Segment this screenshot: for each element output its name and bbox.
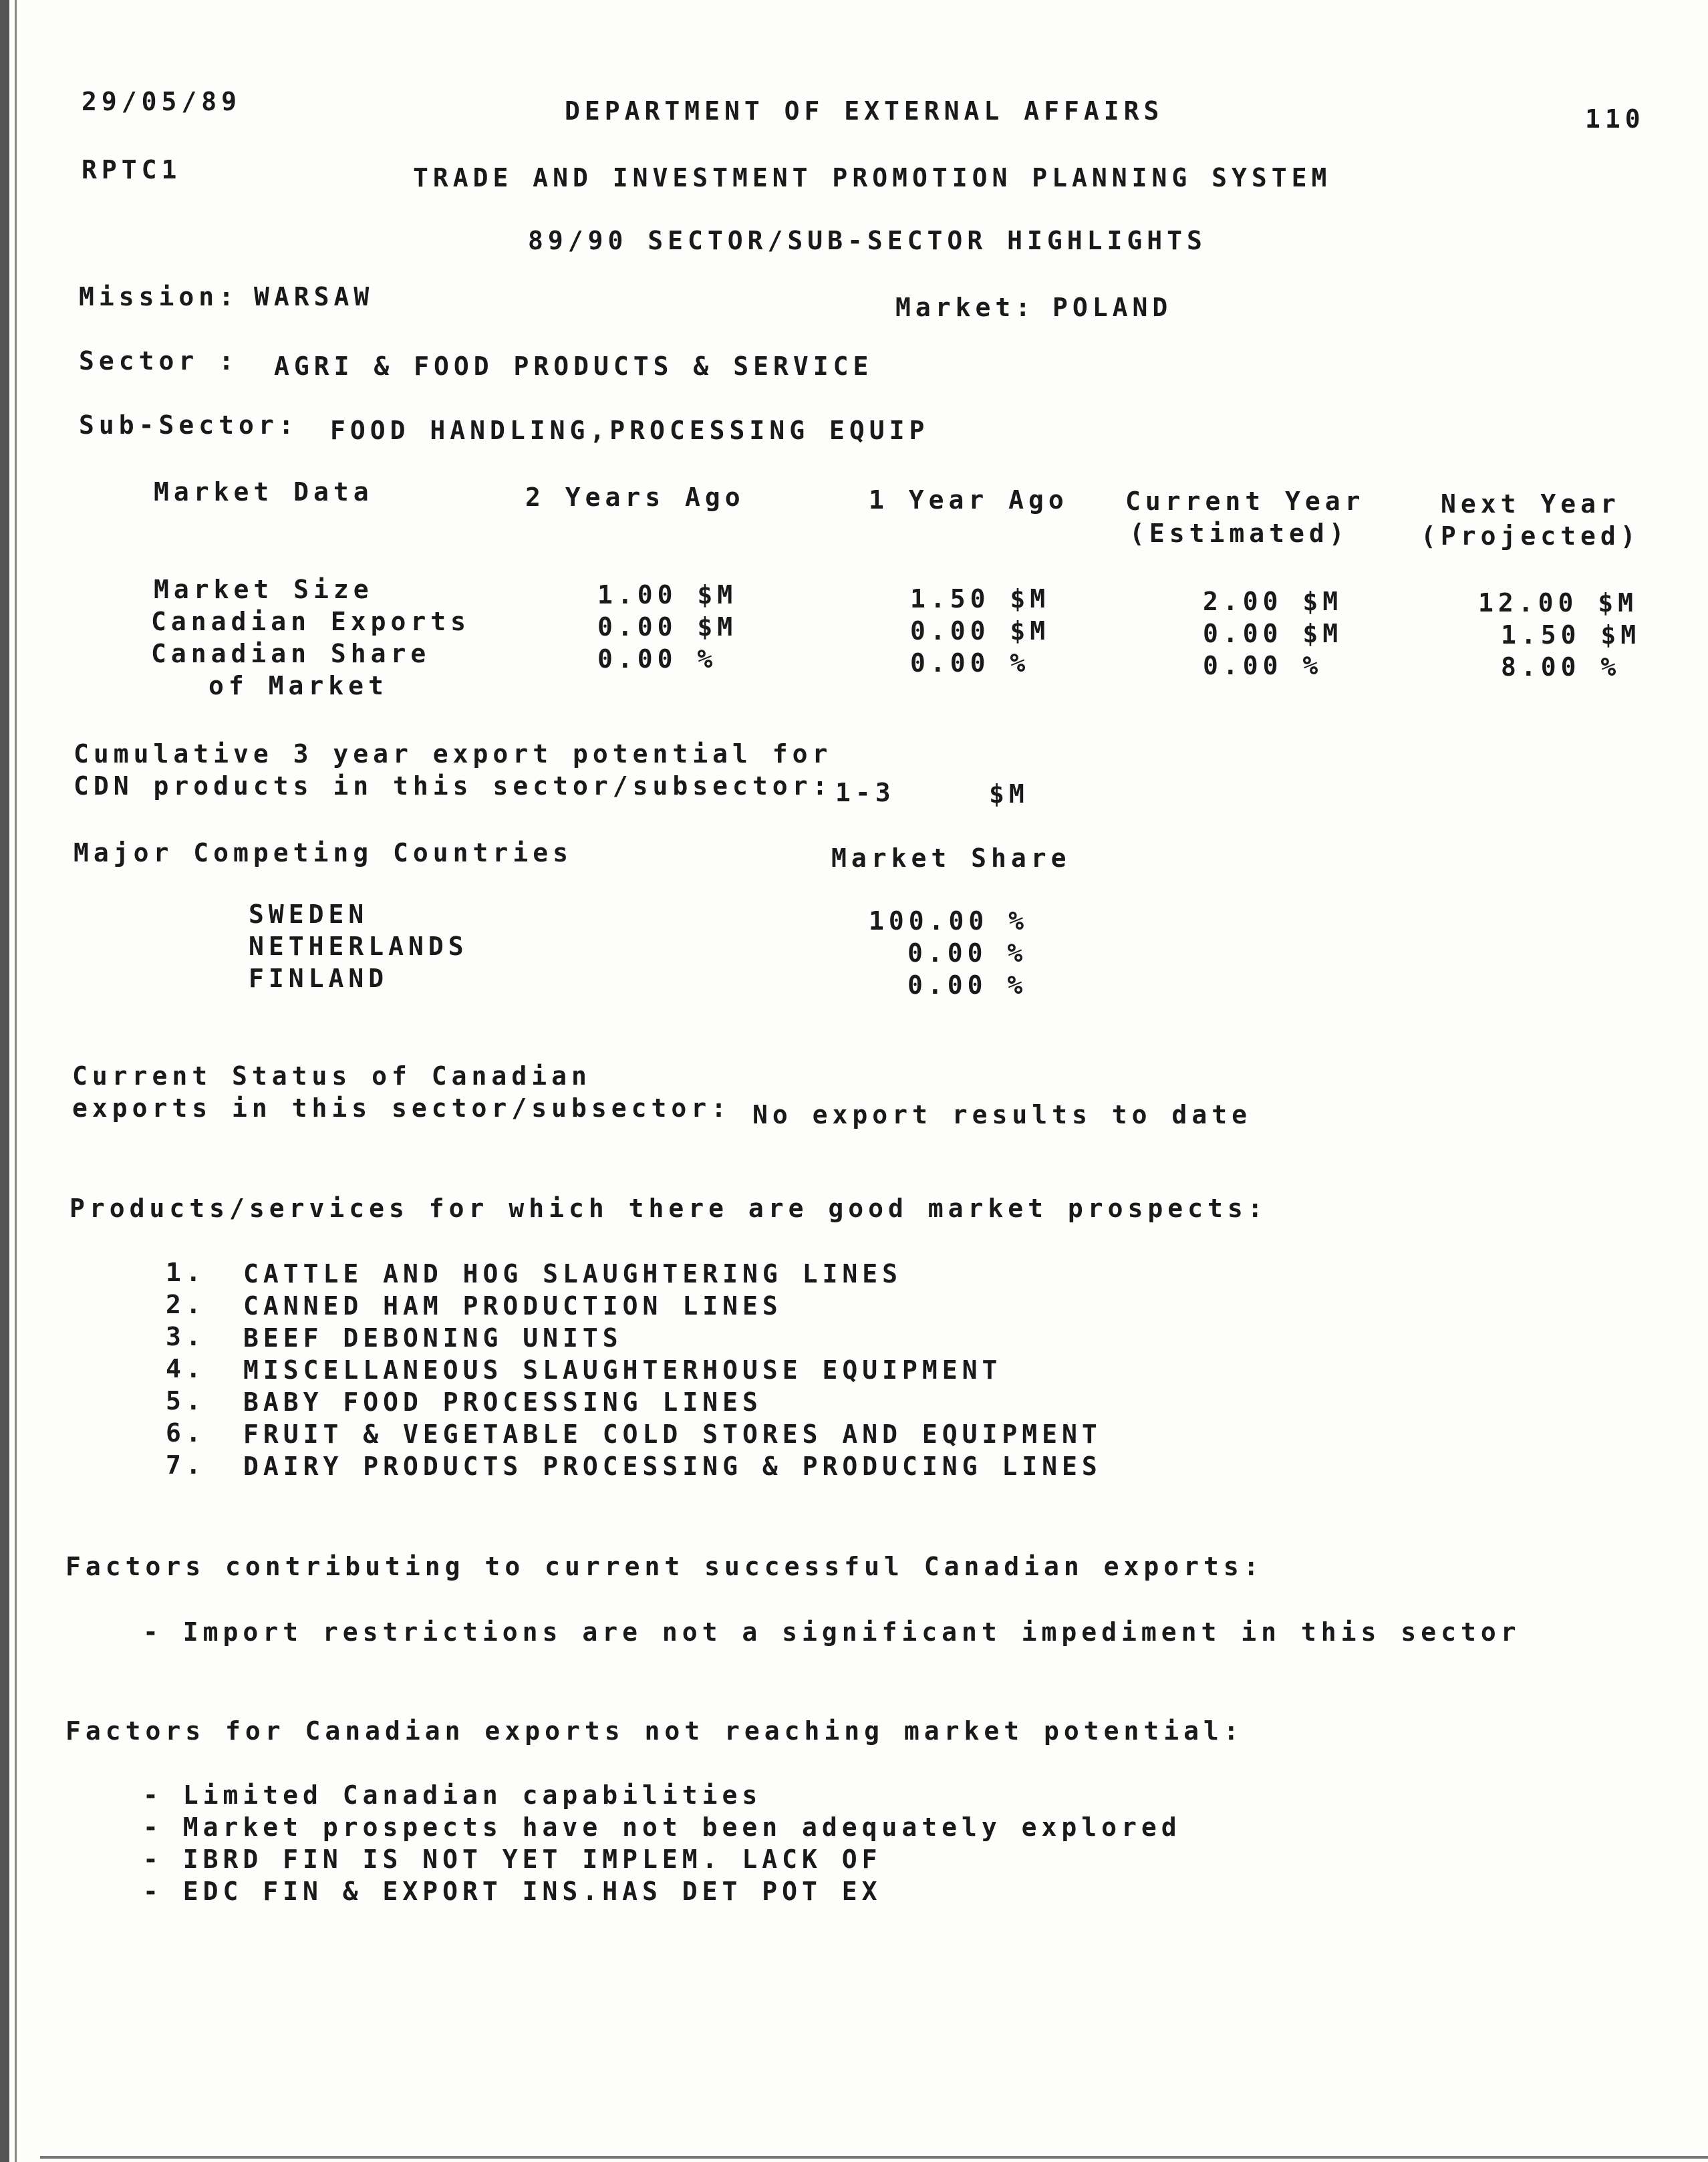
factors-not-item-4: - EDC FIN & EXPORT INS.HAS DET POT EX [143, 1877, 882, 1906]
competitors-share-label: Market Share [831, 843, 1071, 873]
factors-success-item-1: - Import restrictions are not a significant impediment in this sector [143, 1617, 1521, 1647]
prospect-num-5: 5. [166, 1386, 206, 1415]
factors-success-heading: Factors contributing to current successful Canadian exports: [65, 1552, 1264, 1581]
row-label-canadian-share: Canadian Share [151, 639, 431, 668]
status-line-1: Current Status of Canadian [72, 1061, 591, 1091]
row-label-market-size: Market Size [154, 575, 374, 604]
report-code: RPTC1 [82, 155, 182, 184]
cumulative-unit: $M [989, 779, 1029, 809]
market-label: Market: [895, 293, 1036, 322]
status-value: No export results to date [752, 1100, 1252, 1129]
mission-value: WARSAW [254, 282, 374, 311]
factors-not-item-2: - Market prospects have not been adequately explored [143, 1812, 1181, 1842]
column-next-year-sub: (Projected) [1421, 521, 1641, 551]
cell-exports-current: 0.00 $M [1203, 619, 1343, 648]
market-value: POLAND [1052, 293, 1173, 322]
competitor-country-3: FINLAND [249, 964, 389, 993]
cell-market-size-2y: 1.00 $M [597, 580, 738, 610]
market-data-header: Market Data [154, 477, 374, 507]
competitor-share-1: 100.00 % [869, 906, 1029, 936]
department-name: DEPARTMENT OF EXTERNAL AFFAIRS [565, 96, 1164, 126]
scan-edge-left [0, 0, 9, 2162]
prospect-num-1: 1. [166, 1258, 206, 1287]
prospect-text-4: MISCELLANEOUS SLAUGHTERHOUSE EQUIPMENT [243, 1355, 1002, 1385]
prospect-text-5: BABY FOOD PROCESSING LINES [243, 1387, 762, 1417]
factors-not-item-1: - Limited Canadian capabilities [143, 1780, 762, 1810]
prospect-num-7: 7. [166, 1450, 206, 1480]
cumulative-line-1: Cumulative 3 year export potential for [74, 739, 833, 769]
system-title: TRADE AND INVESTMENT PROMOTION PLANNING SYSTEM [413, 163, 1332, 192]
column-current-year: Current Year [1125, 487, 1365, 516]
competitor-share-3: 0.00 % [907, 970, 1028, 1000]
column-1-year-ago: 1 Year Ago [869, 485, 1069, 515]
cumulative-line-2: CDN products in this sector/subsector: [74, 771, 833, 801]
prospect-num-4: 4. [166, 1354, 206, 1383]
sector-value: AGRI & FOOD PRODUCTS & SERVICE [274, 352, 873, 381]
cell-share-next: 8.00 % [1501, 652, 1621, 682]
mission-label: Mission: [79, 282, 239, 311]
prospect-text-1: CATTLE AND HOG SLAUGHTERING LINES [243, 1259, 902, 1289]
cell-market-size-1y: 1.50 $M [910, 584, 1050, 614]
prospect-text-6: FRUIT & VEGETABLE COLD STORES AND EQUIPMENT [243, 1420, 1102, 1449]
cell-exports-next: 1.50 $M [1501, 620, 1641, 650]
row-label-canadian-exports: Canadian Exports [151, 607, 471, 636]
cell-share-current: 0.00 % [1203, 651, 1323, 680]
competitors-label: Major Competing Countries [74, 838, 573, 867]
competitor-country-1: SWEDEN [249, 900, 369, 929]
prospect-text-2: CANNED HAM PRODUCTION LINES [243, 1291, 782, 1321]
cell-market-size-next: 12.00 $M [1478, 588, 1639, 618]
factors-not-item-3: - IBRD FIN IS NOT YET IMPLEM. LACK OF [143, 1845, 882, 1874]
prospects-heading: Products/services for which there are good market prospects: [69, 1194, 1268, 1223]
cell-share-1y: 0.00 % [910, 648, 1030, 678]
prospect-num-2: 2. [166, 1290, 206, 1319]
cell-exports-2y: 0.00 $M [597, 612, 738, 642]
prospect-text-7: DAIRY PRODUCTS PROCESSING & PRODUCING LINES [243, 1452, 1102, 1481]
competitor-share-2: 0.00 % [907, 938, 1028, 968]
column-current-year-sub: (Estimated) [1129, 519, 1349, 548]
competitor-country-2: NETHERLANDS [249, 932, 468, 961]
column-2-years-ago: 2 Years Ago [525, 483, 745, 512]
subsector-label: Sub-Sector: [79, 410, 299, 440]
cumulative-range: 1-3 [835, 778, 895, 807]
cell-exports-1y: 0.00 $M [910, 616, 1050, 646]
cell-market-size-current: 2.00 $M [1203, 587, 1343, 616]
report-date: 29/05/89 [82, 87, 242, 116]
scan-edge-bottom [40, 2156, 1708, 2159]
sector-label: Sector : [79, 346, 239, 376]
prospect-num-6: 6. [166, 1418, 206, 1448]
page-number: 110 [1585, 104, 1645, 134]
prospect-text-3: BEEF DEBONING UNITS [243, 1323, 623, 1353]
prospect-num-3: 3. [166, 1322, 206, 1351]
column-next-year: Next Year [1441, 489, 1620, 519]
scan-edge-line [15, 0, 17, 2162]
cell-share-2y: 0.00 % [597, 644, 718, 674]
subsector-value: FOOD HANDLING,PROCESSING EQUIP [330, 416, 930, 445]
factors-not-heading: Factors for Canadian exports not reaching market potential: [65, 1716, 1244, 1746]
row-label-of-market: of Market [208, 671, 388, 700]
status-line-2: exports in this sector/subsector: [72, 1093, 731, 1123]
report-title: 89/90 SECTOR/SUB-SECTOR HIGHLIGHTS [528, 226, 1207, 255]
